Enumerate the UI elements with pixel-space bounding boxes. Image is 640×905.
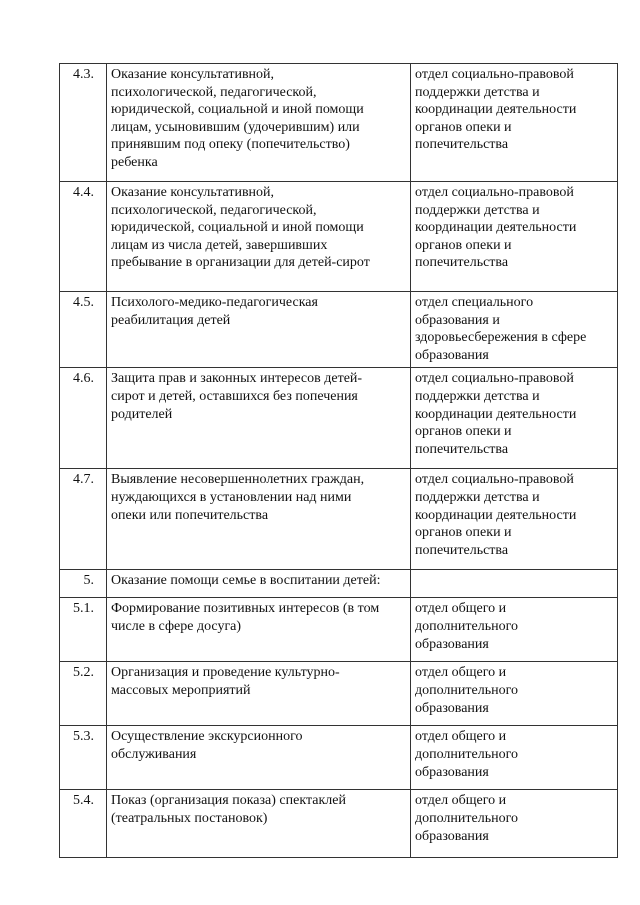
- department-text-line: поддержки детства и: [415, 388, 540, 404]
- service-text-line: Организация и проведение культурно-: [111, 665, 340, 681]
- service-text-line: Формирование позитивных интересов (в том: [111, 601, 380, 617]
- department-text-line: дополнительного: [415, 746, 518, 762]
- service-text-line: пребывание в организации для детей-сирот: [111, 255, 370, 271]
- service-cell: [107, 790, 411, 858]
- department-text-line: координации деятельности: [415, 406, 577, 422]
- services-table: [59, 63, 618, 858]
- service-text-line: Оказание консультативной,: [111, 67, 275, 82]
- department-text-line: координации деятельности: [415, 102, 577, 118]
- row-number-cell: 4.4.: [60, 182, 107, 292]
- service-text-line: массовых мероприятий: [111, 682, 251, 698]
- service-text-line: числе в сфере досуга): [111, 618, 242, 634]
- department-text-line: попечительства: [415, 542, 509, 558]
- service-cell: [107, 64, 411, 182]
- department-text-line: образования: [415, 828, 489, 844]
- department-text-line: отдел общего и: [415, 793, 507, 809]
- service-text-line: Защита прав и законных интересов детей-: [111, 371, 363, 387]
- department-text-line: поддержки детства и: [415, 84, 540, 100]
- row-number-cell: 5.3.: [60, 726, 107, 790]
- department-text-line: отдел общего и: [415, 665, 507, 681]
- service-cell: [107, 662, 411, 726]
- department-text-line: образования: [415, 764, 489, 780]
- department-text-line: органов опеки и: [415, 237, 512, 253]
- table-body: [60, 64, 618, 858]
- department-cell: [411, 726, 618, 790]
- service-text-line: лицам, усыновившим (удочерившим) или: [111, 119, 360, 135]
- department-cell: [411, 182, 618, 292]
- row-number-cell: 5.1.: [60, 598, 107, 662]
- department-cell: [411, 598, 618, 662]
- department-text-line: здоровьесбережения в сфере: [415, 330, 587, 346]
- department-text-line: отдел социально-правовой: [415, 67, 574, 82]
- service-text-line: Психолого-медико-педагогическая: [111, 295, 318, 310]
- service-text-line: Оказание консультативной,: [111, 185, 275, 200]
- service-cell: [107, 182, 411, 292]
- department-text-line: отдел социально-правовой: [415, 371, 574, 387]
- service-cell: [107, 469, 411, 570]
- service-text-line: родителей: [111, 406, 173, 422]
- department-cell: [411, 662, 618, 726]
- service-cell: [107, 292, 411, 368]
- service-text-line: обслуживания: [111, 746, 197, 762]
- department-text-line: попечительства: [415, 255, 509, 271]
- service-text-line: (театральных постановок): [111, 810, 268, 826]
- table-row: [60, 570, 618, 598]
- row-number-cell: 5.2.: [60, 662, 107, 726]
- table-row: [60, 662, 618, 726]
- table-row: [60, 368, 618, 469]
- department-cell: [411, 570, 618, 598]
- service-text-line: Выявление несовершеннолетних граждан,: [111, 472, 365, 488]
- row-number-cell: 5.: [60, 570, 107, 598]
- service-text-line: нуждающихся в установлении над ними: [111, 489, 352, 505]
- table-row: [60, 292, 618, 368]
- department-text-line: отдел социально-правовой: [415, 472, 574, 488]
- department-text-line: поддержки детства и: [415, 489, 540, 505]
- service-text-line: психологической, педагогической,: [111, 84, 317, 100]
- row-number-cell: 4.5.: [60, 292, 107, 368]
- service-cell: [107, 368, 411, 469]
- row-number-cell: 4.7.: [60, 469, 107, 570]
- department-cell: [411, 64, 618, 182]
- service-cell: [107, 598, 411, 662]
- service-text-line: лицам из числа детей, завершивших: [111, 237, 328, 253]
- department-text-line: координации деятельности: [415, 507, 577, 523]
- table-row: [60, 598, 618, 662]
- department-cell: [411, 292, 618, 368]
- service-text-line: Оказание помощи семье в воспитании детей:: [111, 573, 381, 589]
- department-text-line: дополнительного: [415, 682, 518, 698]
- service-text-line: принявшим под опеку (попечительство): [111, 137, 350, 153]
- department-text-line: органов опеки и: [415, 525, 512, 541]
- service-text-line: Осуществление экскурсионного: [111, 729, 303, 745]
- service-text-line: Показ (организация показа) спектаклей: [111, 793, 346, 809]
- department-cell: [411, 790, 618, 858]
- service-cell: [107, 726, 411, 790]
- department-text-line: отдел социально-правовой: [415, 185, 574, 200]
- department-text-line: отдел общего и: [415, 729, 507, 745]
- row-number-cell: 4.3.: [60, 64, 107, 182]
- service-text-line: реабилитация детей: [111, 312, 231, 328]
- department-text-line: отдел общего и: [415, 601, 507, 617]
- table-row: [60, 726, 618, 790]
- department-text-line: образования: [415, 700, 489, 716]
- service-text-line: опеки или попечительства: [111, 507, 269, 523]
- service-text-line: сирот и детей, оставшихся без попечения: [111, 388, 358, 404]
- department-text-line: поддержки детства и: [415, 202, 540, 218]
- department-cell: [411, 469, 618, 570]
- department-text-line: органов опеки и: [415, 119, 512, 135]
- table-row: [60, 790, 618, 858]
- department-text-line: дополнительного: [415, 810, 518, 826]
- department-text-line: попечительства: [415, 137, 509, 153]
- service-cell: [107, 570, 411, 598]
- row-number-cell: 5.4.: [60, 790, 107, 858]
- department-text-line: попечительства: [415, 441, 509, 457]
- table-row: [60, 182, 618, 292]
- row-number-cell: 4.6.: [60, 368, 107, 469]
- service-text-line: юридической, социальной и иной помощи: [111, 102, 364, 118]
- service-text-line: ребенка: [111, 154, 158, 170]
- department-text-line: координации деятельности: [415, 220, 577, 236]
- department-text-line: образования: [415, 347, 489, 363]
- department-text-line: образования и: [415, 312, 500, 328]
- service-text-line: психологической, педагогической,: [111, 202, 317, 218]
- department-text-line: дополнительного: [415, 618, 518, 634]
- table-row: [60, 469, 618, 570]
- department-text-line: образования: [415, 636, 489, 652]
- department-cell: [411, 368, 618, 469]
- department-text-line: органов опеки и: [415, 424, 512, 440]
- department-text-line: отдел специального: [415, 295, 534, 310]
- service-text-line: юридической, социальной и иной помощи: [111, 220, 364, 236]
- table-row: [60, 64, 618, 182]
